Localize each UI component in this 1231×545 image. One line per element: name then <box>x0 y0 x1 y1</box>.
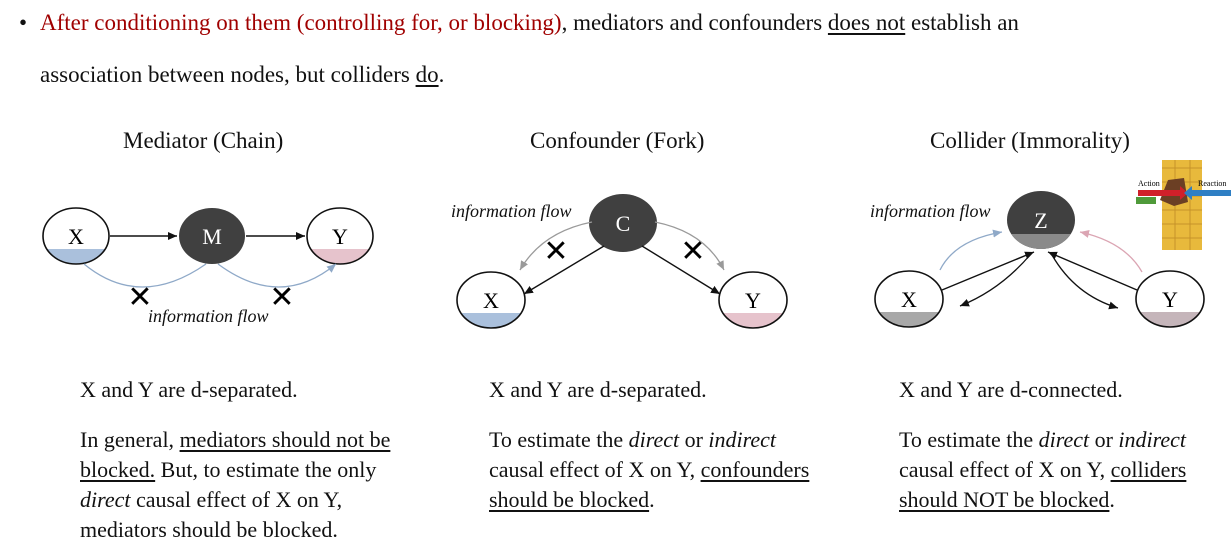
collider-desc-italic-2: indirect <box>1118 427 1187 452</box>
bullet-after-1: establish an <box>905 10 1019 35</box>
confounder-desc-underline: confounders should be blocked <box>489 457 810 512</box>
collider-node-y <box>1134 271 1208 332</box>
svg-text:Y: Y <box>1162 287 1178 312</box>
confounder-block-mark-2: ✕ <box>680 235 706 268</box>
collider-flow-arc-pink <box>1080 232 1142 272</box>
bullet-end: . <box>438 62 445 87</box>
collider-edge-y-z <box>1048 252 1137 290</box>
confounder-desc-italic-2: indirect <box>708 427 777 452</box>
svg-text:X: X <box>68 224 84 249</box>
mediator-block-mark-2: ✕ <box>269 281 295 314</box>
confounder-node-y <box>717 272 791 333</box>
svg-text:Y: Y <box>745 288 761 313</box>
collider-title: Collider (Immorality) <box>930 128 1130 153</box>
bullet-line2-text: association between nodes, but colliders <box>40 62 416 87</box>
confounder-title: Confounder (Fork) <box>530 128 705 153</box>
mediator-desc-italic: direct <box>80 487 131 512</box>
confounder-node-c <box>589 194 657 252</box>
confounder-block-mark-1: ✕ <box>543 235 569 268</box>
confounder-description: To estimate the direct or indirect causal effect of X on Y, confounders should be blocked. <box>489 427 810 512</box>
svg-text:X: X <box>901 287 917 312</box>
action-label: Action <box>1138 179 1160 188</box>
bullet-line-2 <box>40 62 444 88</box>
diagram-canvas <box>0 160 1231 380</box>
svg-text:Z: Z <box>1034 208 1048 233</box>
collider-backflow-arc-right <box>1052 255 1118 308</box>
bullet-lead-rest: , mediators and confounders <box>561 10 828 35</box>
confounder-flow-label: information flow <box>451 201 572 221</box>
collider-flow-label: information flow <box>870 201 991 221</box>
mediator-node-y <box>304 208 376 269</box>
collider-node-x <box>873 271 947 332</box>
mediator-node-m <box>179 208 245 264</box>
bullet-underline-1: does not <box>827 10 906 35</box>
collider-edge-x-z <box>942 252 1034 290</box>
collider-desc-italic-1: direct <box>1038 427 1090 452</box>
svg-text:C: C <box>615 211 631 236</box>
bullet-lead-red: After conditioning on them (controlling for, or blocking) <box>40 10 562 35</box>
confounder-desc-italic-1: direct <box>628 427 680 452</box>
collider-status: X and Y are d-connected. <box>899 377 1123 402</box>
collider-desc-underline: colliders should NOT be blocked <box>899 457 1187 512</box>
mediator-flow-label: information flow <box>148 306 269 326</box>
mediator-description: In general, mediators should not be blocked. But, to estimate the only direct causal effect of X on Y, mediators should be blocked. <box>80 427 391 542</box>
bullet-underline-2: do <box>415 62 439 87</box>
mediator-diagram <box>40 208 376 314</box>
reaction-label: Reaction <box>1198 179 1227 188</box>
collider-diagram <box>873 160 1231 332</box>
collider-flow-arc-blue <box>940 232 1002 270</box>
bullet-symbol: • <box>18 10 28 35</box>
mediator-desc-underline: mediators should not be blocked. <box>80 427 391 482</box>
action-reaction-image <box>1136 160 1231 250</box>
bullet-line-1 <box>6 10 1019 36</box>
collider-backflow-arc-left <box>960 255 1030 306</box>
collider-description: To estimate the direct or indirect causal effect of X on Y, colliders should NOT be blocked. <box>899 427 1187 512</box>
collider-node-z <box>1005 191 1079 254</box>
confounder-status: X and Y are d-separated. <box>489 377 707 402</box>
svg-text:M: M <box>202 224 222 249</box>
mediator-status: X and Y are d-separated. <box>80 377 298 402</box>
svg-text:X: X <box>483 288 499 313</box>
confounder-node-x <box>455 272 529 333</box>
svg-text:Y: Y <box>332 224 348 249</box>
mediator-block-mark-1: ✕ <box>127 281 153 314</box>
mediator-node-x <box>40 208 112 269</box>
mediator-title: Mediator (Chain) <box>123 128 284 153</box>
